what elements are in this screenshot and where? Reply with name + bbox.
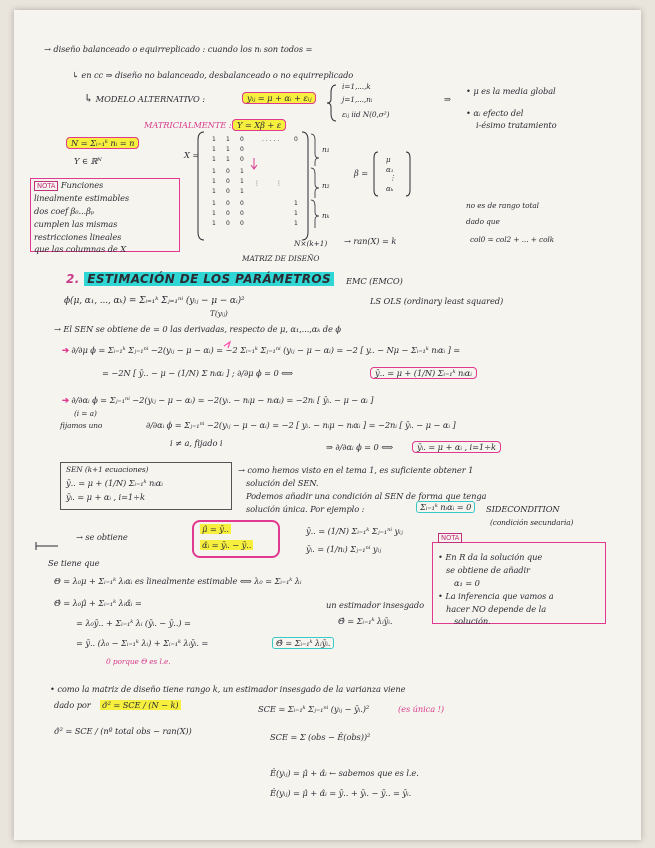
svg-text:⋮: ⋮ xyxy=(254,180,260,187)
mu-meaning: • μ es la media global xyxy=(466,86,556,96)
sen-eq-1: ȳ.. = μ + (1/N) Σᵢ₌₁ᵏ nᵢαᵢ xyxy=(66,478,163,488)
svg-text:1: 1 xyxy=(240,168,244,175)
col-dependency: col0 = col2 + ... + colk xyxy=(470,235,555,244)
matrix-dim: N×(k+1) xyxy=(294,239,328,248)
design-matrix-label: MATRIZ DE DISEÑO xyxy=(242,254,320,263)
fixed-i: i ≠ a, fijado i xyxy=(170,438,223,448)
svg-text:0: 0 xyxy=(240,136,244,143)
normal-eq-1: ȳ.. = μ + (1/N) Σᵢ₌₁ᵏ nᵢαᵢ xyxy=(370,368,477,379)
se-tiene-que: Se tiene que xyxy=(48,558,100,568)
deriv-alpha-zero: ⇒ ∂/∂αᵢ ϕ = 0 ⟺ xyxy=(326,442,394,452)
svg-text:1: 1 xyxy=(212,220,216,227)
x-label: X = xyxy=(184,150,200,160)
svg-text:0: 0 xyxy=(240,200,244,207)
ybar-group: ȳᵢ. = (1/nᵢ) Σⱼ₌₁ⁿⁱ yᵢⱼ xyxy=(306,544,382,554)
svg-text:1: 1 xyxy=(240,188,244,195)
nota-line-1: linealmente estimables xyxy=(34,193,130,203)
error-dist: εᵢⱼ iid N(0,σ²) xyxy=(342,110,390,119)
svg-text:1: 1 xyxy=(212,136,216,143)
theta-estimable: Θ = λ₀μ + Σᵢ₌₁ᵏ λᵢαᵢ es linealmente estimable ⟺ λ₀ = Σᵢ₌₁ᵏ λᵢ xyxy=(54,576,302,586)
svg-text:1: 1 xyxy=(240,178,244,185)
beta-label: β = xyxy=(354,168,369,178)
svg-text:1: 1 xyxy=(212,156,216,163)
notes-page xyxy=(14,10,641,840)
ls-ols-label: LS OLS (ordinary least squared) xyxy=(370,296,504,306)
line-unbalanced-design: ↳ en cc ⇒ diseño no balanceado, desbalanceado o no equirreplicado xyxy=(72,70,354,80)
deriv-alpha-i: ∂/∂αᵢ ϕ = Σⱼ₌₁ⁿⁱ −2(yᵢⱼ − μ − αᵢ) = −2 [ yᵢ. − nᵢμ − nᵢαᵢ ] = −2nᵢ [ ȳᵢ. − μ − αᵢ ] xyxy=(146,420,456,430)
normal-eq-2: ȳᵢ. = μ + αᵢ , i=1÷k xyxy=(412,442,501,453)
implies-symbol: ⇒ xyxy=(444,94,451,104)
n-total: N = Σᵢ₌₁ᵏ nᵢ = n xyxy=(66,138,139,149)
svg-text:1: 1 xyxy=(212,178,216,185)
nota-tag: NOTA Funciones xyxy=(34,180,103,192)
nota-line-4: restricciones lineales xyxy=(34,232,122,242)
estimates-box xyxy=(192,520,280,558)
variance-statement: • como la matriz de diseño tiene rango k, un estimador insesgado de la varianza viene xyxy=(50,684,406,694)
expected-yij-2: Ê(yᵢⱼ) = μ̂ + α̂ᵢ = ȳ.. + ȳᵢ. − ȳ.. = ȳᵢ. xyxy=(270,788,412,798)
nota-r-2: se obtiene de añadir xyxy=(446,565,530,575)
svg-text:1: 1 xyxy=(212,188,216,195)
block-n1: n₁ xyxy=(322,145,330,154)
since: dado que xyxy=(466,217,500,226)
svg-text:1: 1 xyxy=(294,210,298,217)
unbiased-label: un estimador insesgado xyxy=(326,600,424,610)
label-alt-model: ↳ MODELO ALTERNATIVO : xyxy=(84,92,205,105)
text-add-condition: Podemos añadir una condición al SEN de forma que tenga xyxy=(246,491,487,501)
svg-text:0: 0 xyxy=(240,146,244,153)
side-condition-eq: Σᵢ₌₁ᵏ nᵢαᵢ = 0 xyxy=(416,502,475,513)
svg-text:1: 1 xyxy=(294,200,298,207)
svg-text:0: 0 xyxy=(240,220,244,227)
not-full-rank: no es de rango total xyxy=(466,201,539,210)
down-arrow-icon xyxy=(14,10,15,11)
svg-text:μ: μ xyxy=(386,156,391,164)
svg-text:0: 0 xyxy=(240,210,244,217)
obtained-label: → se obtiene xyxy=(76,532,128,542)
matricial-label: MATRICIALMENTE : xyxy=(144,120,232,130)
text-unique: solución única. Por ejemplo : xyxy=(246,504,365,514)
svg-text:0: 0 xyxy=(226,168,230,175)
nota-tag-r: NOTA xyxy=(438,532,462,544)
expected-yij: Ê(yᵢⱼ) = μ̂ + α̂ᵢ ← sabemos que es l.e. xyxy=(270,768,419,778)
sce-general: SCE = Σ (obs − Ê(obs))² xyxy=(270,732,371,742)
svg-text:1: 1 xyxy=(212,146,216,153)
index-j: j=1,...,nᵢ xyxy=(342,95,373,104)
matricial-formula: Y = Xβ + ε xyxy=(232,120,286,131)
svg-text:0: 0 xyxy=(226,200,230,207)
nota-line-5: que las columnas de X xyxy=(34,244,127,254)
svg-text:0: 0 xyxy=(240,156,244,163)
sce-formula: SCE = Σᵢ₌₁ᵏ Σⱼ₌₁ⁿⁱ (yᵢⱼ − ȳᵢ.)² xyxy=(258,704,370,714)
svg-text:⋮: ⋮ xyxy=(276,180,282,187)
svg-text:1: 1 xyxy=(294,220,298,227)
deriv-alpha-a: ➔ ∂/∂αᵢ ϕ = Σⱼ₌₁ⁿⁱ −2(yᵢⱼ − μ − αᵢ) = −2(yᵢ. − nᵢμ − nᵢαᵢ) = −2nᵢ [ ȳᵢ. − μ − αᵢ ] xyxy=(62,395,374,405)
alpha-meaning-2: i-ésimo tratamiento xyxy=(476,120,557,130)
sen-title: SEN (k+1 ecuaciones) xyxy=(66,465,149,474)
svg-text:αₖ: αₖ xyxy=(386,185,394,193)
svg-text:0: 0 xyxy=(226,220,230,227)
theta-hat-3: = ȳ.. (λ₀ − Σᵢ₌₁ᵏ λᵢ) + Σᵢ₌₁ᵏ λᵢȳᵢ. = xyxy=(76,638,209,648)
sigma-hat-general: σ̂² = SCE / (nº total obs − ran(X)) xyxy=(54,726,192,736)
svg-text:0: 0 xyxy=(226,210,230,217)
nota-r-6: solución. xyxy=(454,616,491,626)
deriv-mu-2: = −2N [ ȳ.. − μ − (1/N) Σ nᵢαᵢ ] ; ∂/∂μ ϕ = 0 ⟺ xyxy=(102,368,293,378)
svg-text:1: 1 xyxy=(226,156,230,163)
line-balanced-design: → diseño balanceado o equirreplicado : cuando los nᵢ son todos = xyxy=(44,44,313,54)
phi-definition: ϕ(μ, α₁, ..., αₖ) = Σᵢ₌₁ᵏ Σⱼ₌₁ⁿⁱ (yᵢⱼ − μ − αᵢ)² xyxy=(64,296,245,306)
svg-text:0: 0 xyxy=(294,136,298,143)
nota-r-5: hacer NO depende de la xyxy=(446,604,547,614)
zero-note: 0 porque Θ es l.e. xyxy=(106,657,171,666)
svg-text:α₁: α₁ xyxy=(386,166,394,174)
fix-one: fijamos uno xyxy=(60,421,103,430)
svg-text:1: 1 xyxy=(212,200,216,207)
svg-text:. . . . .: . . . . . xyxy=(262,136,280,143)
sen-eq-2: ȳᵢ. = μ + αᵢ , i=1÷k xyxy=(66,492,145,502)
alt-model-formula: yᵢⱼ = μ + αᵢ + εᵢⱼ xyxy=(242,93,316,104)
text-solution: solución del SEN. xyxy=(246,478,319,488)
nota-line-2: dos coef β₀...βₚ xyxy=(34,206,95,216)
theta-hat-2: = λ₀ȳ.. + Σᵢ₌₁ᵏ λᵢ (ȳᵢ. − ȳ..) = xyxy=(76,618,191,628)
nota-r-3: α₁ = 0 xyxy=(454,578,480,588)
nota-r-4: • La inferencia que vamos a xyxy=(438,591,554,601)
svg-text:1: 1 xyxy=(226,146,230,153)
svg-text:0: 0 xyxy=(226,188,230,195)
svg-text:1: 1 xyxy=(212,168,216,175)
emc-label: EMC (EMCO) xyxy=(346,276,403,286)
section-title: 2. ESTIMACIÓN DE LOS PARÁMETROS xyxy=(66,272,334,286)
index-i: i=1,...,k xyxy=(342,82,371,91)
alt-model-title: MODELO ALTERNATIVO : xyxy=(95,94,205,104)
alpha-meaning: • αᵢ efecto del xyxy=(466,108,524,118)
sigma-hat: σ̂² = SCE / (N − k) xyxy=(102,700,179,710)
text-sufficient: → como hemos visto en el tema 1, es suficiente obtener 1 xyxy=(238,465,474,475)
deriv-mu: ➔ ∂/∂μ ϕ = Σᵢ₌₁ᵏ Σⱼ₌₁ⁿⁱ −2(yᵢⱼ − μ − αᵢ) = −2 Σᵢ₌₁ᵏ Σⱼ₌₁ⁿⁱ (yᵢⱼ − μ − αᵢ) = −2 [ y.. − Nμ − Σᵢ₌₁ᵏ nᵢαᵢ ] = xyxy=(62,345,461,355)
index-a: (i = a) xyxy=(74,409,97,418)
svg-text:1: 1 xyxy=(212,210,216,217)
side-condition-label: SIDECONDITION xyxy=(486,504,560,514)
mu-hat: μ̂ = ȳ.. xyxy=(202,524,229,534)
unbiased-formula: Θ̂ = Σᵢ₌₁ᵏ λᵢȳᵢ. xyxy=(338,616,393,626)
theta-hat-1: Θ̂ = λ₀μ̂ + Σᵢ₌₁ᵏ λᵢα̂ᵢ = xyxy=(54,598,142,608)
ybar-total: ȳ.. = (1/N) Σᵢ₌₁ᵏ Σⱼ₌₁ⁿⁱ yᵢⱼ xyxy=(306,526,403,536)
theta-hat-result: Θ̂ = Σᵢ₌₁ᵏ λᵢȳᵢ. xyxy=(272,638,334,649)
block-n2: n₂ xyxy=(322,181,330,190)
alpha-hat: α̂ᵢ = ȳᵢ. − ȳ.. xyxy=(202,540,252,550)
sen-statement: → El SEN se obtiene de = 0 las derivadas, respecto de μ, α₁,...,αₖ de ϕ xyxy=(54,324,341,334)
side-condition-note: (condición secundaria) xyxy=(490,518,574,527)
unique-note: (es única !) xyxy=(398,704,444,714)
svg-text:1: 1 xyxy=(226,136,230,143)
y-space: Y ∈ ℝᴺ xyxy=(74,156,102,166)
nota-r-1: • En R da la solución que xyxy=(438,552,543,562)
phi-note: T(yᵢⱼ) xyxy=(210,309,228,318)
nota-line-3: cumplen las mismas xyxy=(34,219,118,229)
svg-text:⋮: ⋮ xyxy=(389,174,396,182)
given-by: dado por xyxy=(54,700,91,710)
block-nk: nₖ xyxy=(322,211,330,220)
rank-x: → ran(X) = k xyxy=(344,236,397,246)
svg-text:0: 0 xyxy=(226,178,230,185)
